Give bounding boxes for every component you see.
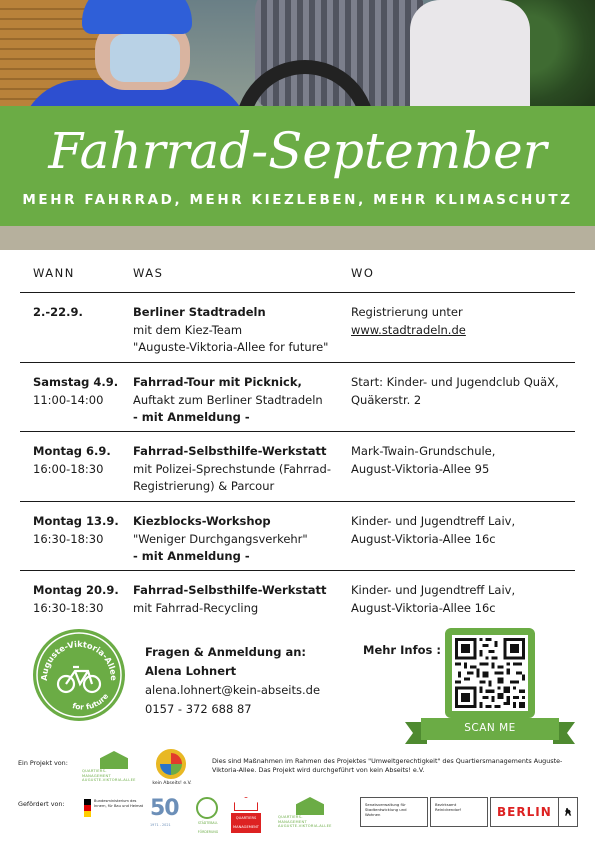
event-date: Samstag 4.9.: [33, 375, 119, 389]
table-header: [20, 266, 575, 293]
house-icon: [100, 751, 128, 769]
logo-text-bottom: for future: [71, 691, 111, 712]
scan-me-label: SCAN ME: [464, 722, 516, 734]
wheel-icon: [156, 749, 186, 779]
qm-logo-line1: QUARTIERS-: [278, 815, 303, 819]
bicycle-icon: [58, 667, 100, 692]
circle-icon: [196, 797, 218, 819]
table-row: [20, 502, 575, 571]
qm-logo-line2: MANAGEMENT: [82, 773, 111, 778]
when-cell: [20, 582, 133, 625]
senat-text: Senatsverwaltung für Stadtentwicklung und Wohnen: [365, 802, 407, 817]
when-cell: [20, 443, 133, 495]
contact-heading: Fragen & Anmeldung an:: [145, 645, 307, 659]
quartiersmanagement-logo: [82, 751, 138, 782]
when-cell: [20, 374, 133, 425]
event-detail: "Auguste-Viktoria-Allee for future": [133, 340, 329, 354]
page-subtitle: MEHR FAHRRAD, MEHR KIEZLEBEN, MEHR KLIMASCHUTZ: [22, 192, 573, 208]
what-cell: [133, 304, 351, 356]
event-detail: Auftakt zum Berliner Stadtradeln: [133, 392, 323, 407]
event-address: August-Viktoria-Allee 16c: [351, 531, 496, 546]
what-cell: [133, 582, 351, 625]
event-time: 16:30-18:30: [33, 531, 104, 546]
event-location: Registrierung unter: [351, 305, 463, 319]
event-detail: mit Fahrrad-Recycling: [133, 600, 259, 615]
bezirk-text: Bezirksamt Reinickendorf: [435, 802, 461, 812]
blue-cap: [82, 0, 192, 34]
where-cell: [351, 304, 575, 356]
when-cell: [20, 304, 133, 356]
fifty-years-range: 1971 - 2021: [150, 823, 171, 827]
event-title: Fahrrad-Selbsthilfe-Werkstatt: [133, 583, 327, 597]
bezirksamt-logo: [430, 797, 488, 827]
table-row: [20, 432, 575, 502]
staedtebaufoerderung-50-logo: [150, 797, 190, 827]
registration-note: - mit Anmeldung -: [133, 410, 250, 424]
contact-email[interactable]: alena.lohnert@kein-abseits.de: [145, 683, 321, 697]
ground: [0, 226, 595, 250]
schedule-table: [20, 266, 575, 631]
project-description: Dies sind Maßnahmen im Rahmen des Projektes "Umweltgerechtigkeit" des Quartiersmanagements Auguste-Viktoria-Allee. Das Projekt wird durchgeführt von kein Abseits! e.V.: [212, 757, 563, 774]
logo-text-top: Auguste-Viktoria-Allee: [38, 638, 120, 681]
column-header-what: WAS: [133, 266, 164, 280]
fifty-years-number: 50: [150, 796, 179, 821]
stp-text: STÄDTEBAU- FÖRDERUNG: [197, 821, 219, 834]
house-icon: [234, 797, 258, 811]
event-location: Kinder- und Jugendtreff Laiv,: [351, 514, 516, 528]
project-label: Ein Projekt von:: [18, 759, 68, 767]
house-icon: [296, 797, 324, 815]
qm-logo-line1: QUARTIERS-: [82, 769, 107, 773]
column-header-where: WO: [351, 266, 375, 280]
quartiersmanagement-tag-logo: [231, 797, 261, 827]
what-cell: [133, 443, 351, 495]
event-date: 2.-22.9.: [33, 305, 83, 319]
face-mask: [110, 34, 180, 82]
event-detail: mit Polizei-Sprechstunde (Fahrrad-: [133, 461, 331, 476]
qr-code-graphic: [452, 635, 528, 711]
footer: [0, 745, 595, 842]
kein-abseits-text: kein Abseits! e.V.: [152, 781, 192, 786]
event-address: Quäkerstr. 2: [351, 392, 422, 407]
qm-logo-line3: AUGUSTE-VIKTORIA-ALLEE: [82, 778, 136, 782]
event-address: August-Viktoria-Allee 16c: [351, 600, 496, 615]
qm-logo-line3: AUGUSTE-VIKTORIA-ALLEE: [278, 824, 332, 828]
circle-logo-graphic: [33, 629, 125, 721]
contact-name: Alena Lohnert: [145, 664, 237, 678]
where-cell: [351, 513, 575, 564]
page-title: Fahrrad-September: [48, 122, 547, 180]
where-cell: [351, 443, 575, 495]
kein-abseits-logo: [148, 749, 196, 787]
column-header-when: WANN: [33, 266, 75, 280]
event-time: 16:30-18:30: [33, 600, 104, 615]
what-cell: [133, 513, 351, 564]
event-title: Fahrrad-Selbsthilfe-Werkstatt: [133, 444, 327, 458]
event-time: 16:00-18:30: [33, 461, 104, 476]
event-title: Fahrrad-Tour mit Picknick,: [133, 375, 302, 389]
where-cell: [351, 374, 575, 425]
quartiersmanagement-logo: [278, 797, 334, 828]
contact-phone[interactable]: 0157 - 372 688 87: [145, 702, 252, 716]
german-flag-icon: [84, 799, 91, 817]
event-address: August-Viktoria-Allee 95: [351, 461, 490, 476]
funded-label: Gefördert von:: [18, 800, 65, 808]
event-detail: "Weniger Durchgangsverkehr": [133, 531, 308, 546]
registration-note: - mit Anmeldung -: [133, 549, 250, 563]
title-band: [0, 106, 595, 226]
event-location: Mark-Twain-Grundschule,: [351, 444, 496, 458]
berlin-logo: [490, 797, 578, 827]
bmi-text: Bundesministerium des Innern, für Bau und Heimat: [94, 799, 144, 808]
contact-block: [145, 643, 320, 719]
auguste-viktoria-allee-logo: [33, 629, 125, 721]
event-date: Montag 6.9.: [33, 444, 111, 458]
event-detail: Registrierung) & Parcour: [133, 479, 275, 493]
berlin-wordmark: BERLIN: [491, 798, 559, 826]
event-detail: mit dem Kiez-Team: [133, 322, 243, 337]
event-date: Montag 13.9.: [33, 514, 119, 528]
senatsverwaltung-logo: [360, 797, 428, 827]
more-info-label: Mehr Infos :: [363, 643, 441, 657]
event-date: Montag 20.9.: [33, 583, 119, 597]
stadtradeln-link[interactable]: www.stadtradeln.de: [351, 322, 466, 337]
event-time: 11:00-14:00: [33, 392, 104, 407]
bmi-logo: [84, 799, 148, 829]
where-cell: [351, 582, 575, 625]
qm-logo-line2: MANAGEMENT: [278, 819, 307, 824]
berlin-bear-icon: [563, 802, 573, 822]
event-location: Start: Kinder- und Jugendclub QuäX,: [351, 375, 559, 389]
qm-tag-text: QUARTIERS MANAGEMENT: [231, 813, 261, 833]
event-title: Kiezblocks-Workshop: [133, 514, 271, 528]
svg-text:Auguste-Viktoria-Allee: [39, 639, 119, 681]
table-row: [20, 571, 575, 631]
staedtebaufoerderung-logo: [188, 797, 228, 834]
qr-code-frame[interactable]: [445, 628, 535, 718]
when-cell: [20, 513, 133, 564]
table-row: [20, 363, 575, 432]
event-location: Kinder- und Jugendtreff Laiv,: [351, 583, 516, 597]
qr-code[interactable]: [452, 635, 528, 711]
table-row: [20, 293, 575, 363]
what-cell: [133, 374, 351, 425]
event-title: Berliner Stadtradeln: [133, 305, 266, 319]
